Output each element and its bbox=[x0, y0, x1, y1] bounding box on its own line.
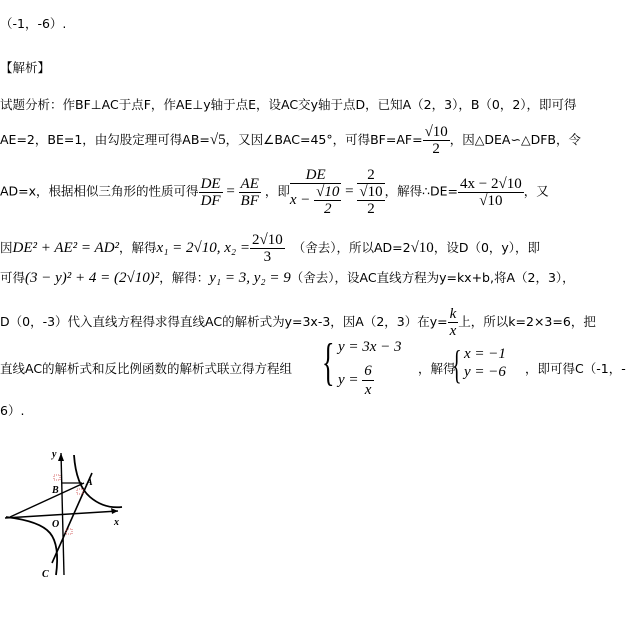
fraction-de-result: $\frac{4x - 2√10}{√10}$ bbox=[460, 175, 522, 209]
equation-y: (3 − y)² + 4 = (2√10)² bbox=[25, 270, 160, 286]
label-c: C bbox=[42, 569, 49, 580]
label-a: A bbox=[86, 477, 93, 488]
fraction-de-over-x: DE x − $\frac{√10}{2}$ bbox=[289, 167, 340, 217]
coordinate-graph bbox=[0, 445, 150, 585]
fraction-de-df: $\frac{DE}{DF}$ bbox=[200, 175, 221, 209]
y-solutions: y₁ = 3, y₂ = 9 bbox=[209, 270, 291, 286]
line-8c: ，即可得C（-1，- bbox=[525, 361, 626, 376]
system-brace: { bbox=[322, 334, 335, 391]
hyperbola-branch-2 bbox=[6, 517, 60, 575]
x-axis-arrow bbox=[111, 508, 118, 514]
line-6: 可得(3 − y)² + 4 = (2√10)²，解得：y₁ = 3, y₂ = 9（舍去），设AC直线方程为y=kx+b,将A（2，3）， bbox=[0, 270, 575, 286]
sqrt5-expr: √5 bbox=[209, 132, 226, 148]
solution-brace: { bbox=[452, 342, 462, 387]
y-axis-arrow bbox=[58, 453, 64, 461]
solution-system: x = −1 y = −6 bbox=[464, 346, 506, 380]
marker-2 bbox=[77, 489, 83, 494]
line-ab bbox=[10, 483, 84, 517]
analysis-heading: 【解析】 bbox=[0, 60, 51, 75]
line-9: 6）. bbox=[0, 403, 25, 418]
answer-line: （-1，-6）. bbox=[0, 16, 67, 31]
line-3: AE=2，BE=1，由勾股定理可得AB=√5，又因∠BAC=45°，可得BF=AF= $\frac{√10}{2}$ ，因△DEA∽△DFB，令 bbox=[0, 124, 581, 157]
line-4: AD=x，根据相似三角形的性质可得 $\frac{DE}{DF}$ = $\frac{AE}{BF}$ ，即 DE x − $\frac{√10}{2}$ = 2 √10 2 ，解得∴DE= $\frac{4x - 2√10}{√10}$ ，又 bbox=[0, 167, 549, 217]
x-solutions: x₁ = 2√10, x₂ = bbox=[156, 240, 251, 256]
fraction-2-over: 2 √10 2 bbox=[359, 167, 383, 217]
label-y: y bbox=[52, 449, 57, 460]
label-x: x bbox=[114, 517, 119, 528]
line-5: 因DE² + AE² = AD²，解得x₁ = 2√10, x₂ = $\frac{2√10}{3}$ （舍去），所以AD=2√10，设D（0，y），即 bbox=[0, 232, 541, 265]
fraction-k-over-x: $\frac{k}{x}$ bbox=[449, 306, 457, 339]
sqrt10-over-2: $\frac{√10}{2}$ bbox=[424, 124, 448, 157]
pythagoras-eq: DE² + AE² = AD² bbox=[12, 240, 120, 256]
hyperbola-branch-1 bbox=[74, 455, 122, 507]
line-8: 直线AC的解析式和反比例函数的解析式联立得方程组 bbox=[0, 361, 293, 376]
line-7: D（0，-3）代入直线方程得求得直线AC的解析式为y=3x-3，因A（2，3）在y= $\frac{k}{x}$ 上，所以k=2×3=6，把 bbox=[0, 306, 596, 339]
line-8b: ，解得 bbox=[418, 361, 456, 376]
marker-1 bbox=[54, 475, 60, 480]
equation-system: y = 3x − 3 y = $\frac{6}{x}$ bbox=[338, 339, 402, 398]
label-b: B bbox=[52, 485, 59, 496]
fraction-ae-bf: $\frac{AE}{BF}$ bbox=[240, 175, 259, 209]
label-origin: O bbox=[52, 519, 60, 530]
x2-fraction: $\frac{2√10}{3}$ bbox=[252, 232, 283, 265]
line-2: 试题分析：作BF⊥AC于点F，作AE⊥y轴于点E，设AC交y轴于点D，已知A（2，3），B（0，2），即可得 bbox=[0, 97, 577, 112]
